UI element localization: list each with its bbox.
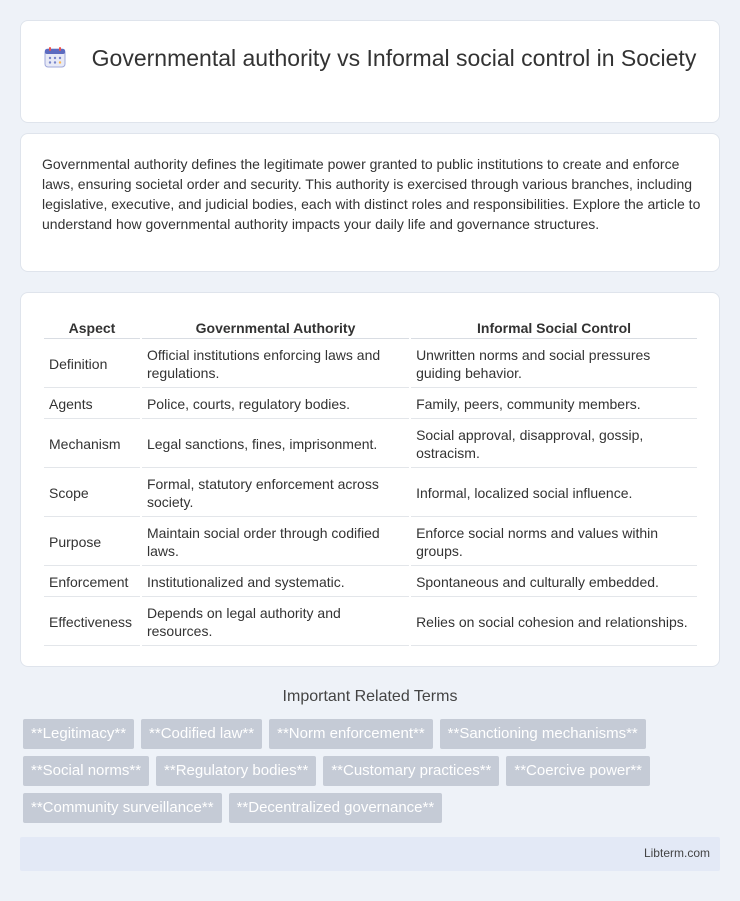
cell-informal: Informal, localized social influence. bbox=[411, 470, 697, 517]
intro-card bbox=[20, 133, 720, 272]
tag-row bbox=[23, 793, 713, 823]
intro-paragraph: Governmental authority defines the legitimate power granted to public institutions to create and enforce laws, ensuring societal order and security. This authority is exercised through various branches, including legislative, executive, and judicial bodies, each with distinct roles and responsibilities. Explore the article to understand how governmental authority impacts your daily life and governance structures. bbox=[42, 156, 701, 232]
cell-governmental: Maintain social order through codified laws. bbox=[142, 519, 409, 566]
term-tag[interactable]: **Norm enforcement** bbox=[269, 719, 433, 749]
related-terms bbox=[23, 719, 713, 830]
page-title-wrap bbox=[21, 44, 719, 73]
term-tag[interactable]: **Codified law** bbox=[141, 719, 262, 749]
term-tag[interactable]: **Legitimacy** bbox=[23, 719, 134, 749]
table-row bbox=[44, 599, 697, 646]
header-aspect: Aspect bbox=[44, 317, 140, 339]
tag-row bbox=[23, 756, 713, 786]
table-row bbox=[44, 390, 697, 419]
term-tag[interactable]: **Sanctioning mechanisms** bbox=[440, 719, 646, 749]
cell-informal: Enforce social norms and values within groups. bbox=[411, 519, 697, 566]
table-row bbox=[44, 519, 697, 566]
footer-brand-link[interactable]: Libterm.com bbox=[643, 846, 710, 860]
term-tag[interactable]: **Regulatory bodies** bbox=[156, 756, 316, 786]
comparison-card bbox=[20, 292, 720, 667]
cell-aspect: Mechanism bbox=[44, 421, 140, 468]
term-tag[interactable]: **Community surveillance** bbox=[23, 793, 222, 823]
comparison-table bbox=[42, 315, 699, 648]
footer bbox=[20, 837, 720, 871]
cell-governmental: Formal, statutory enforcement across society. bbox=[142, 470, 409, 517]
cell-governmental: Depends on legal authority and resources. bbox=[142, 599, 409, 646]
header-informal-social-control: Informal Social Control bbox=[411, 317, 697, 339]
term-tag[interactable]: **Customary practices** bbox=[323, 756, 499, 786]
cell-informal: Family, peers, community members. bbox=[411, 390, 697, 419]
page-title: Governmental authority vs Informal social control in Society bbox=[91, 45, 697, 71]
cell-informal: Unwritten norms and social pressures guiding behavior. bbox=[411, 341, 697, 388]
calendar-icon bbox=[44, 46, 66, 68]
table-row bbox=[44, 421, 697, 468]
cell-aspect: Effectiveness bbox=[44, 599, 140, 646]
cell-aspect: Purpose bbox=[44, 519, 140, 566]
header-card bbox=[20, 20, 720, 123]
cell-aspect: Definition bbox=[44, 341, 140, 388]
table-row bbox=[44, 341, 697, 388]
cell-governmental: Institutionalized and systematic. bbox=[142, 568, 409, 597]
cell-governmental: Police, courts, regulatory bodies. bbox=[142, 390, 409, 419]
cell-informal: Social approval, disapproval, gossip, ostracism. bbox=[411, 421, 697, 468]
cell-aspect: Enforcement bbox=[44, 568, 140, 597]
cell-informal: Spontaneous and culturally embedded. bbox=[411, 568, 697, 597]
header-governmental-authority: Governmental Authority bbox=[142, 317, 409, 339]
cell-aspect: Agents bbox=[44, 390, 140, 419]
table-row bbox=[44, 470, 697, 517]
cell-aspect: Scope bbox=[44, 470, 140, 517]
related-terms-title: Important Related Terms bbox=[282, 688, 458, 705]
term-tag[interactable]: **Decentralized governance** bbox=[229, 793, 443, 823]
cell-informal: Relies on social cohesion and relationships. bbox=[411, 599, 697, 646]
term-tag[interactable]: **Coercive power** bbox=[506, 756, 650, 786]
tag-row bbox=[23, 719, 713, 749]
term-tag[interactable]: **Social norms** bbox=[23, 756, 149, 786]
cell-governmental: Legal sanctions, fines, imprisonment. bbox=[142, 421, 409, 468]
cell-governmental: Official institutions enforcing laws and regulations. bbox=[142, 341, 409, 388]
table-row bbox=[44, 568, 697, 597]
